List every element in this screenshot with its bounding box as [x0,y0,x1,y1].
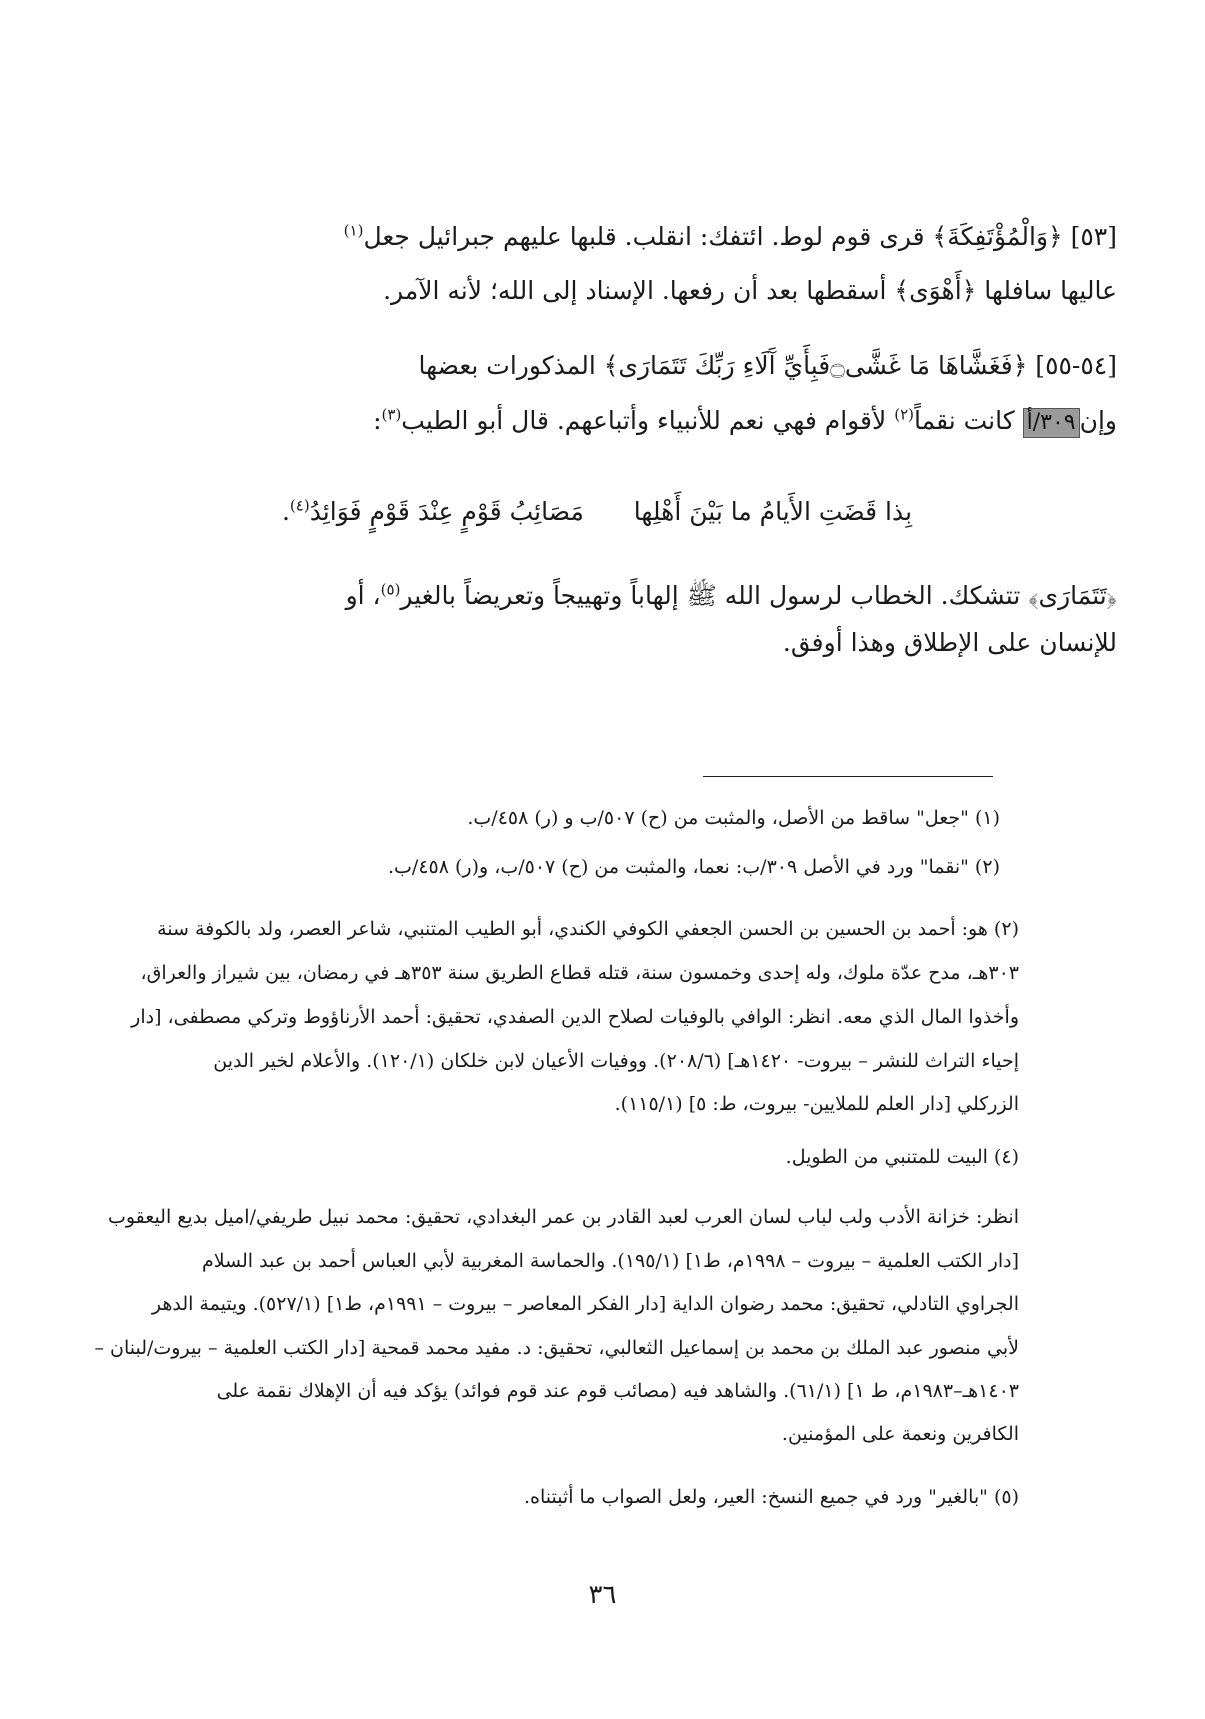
footnote-ref-1: (١) [343,221,364,240]
paragraph-53-text-2: عاليها سافلها ﴿أَهْوَى﴾ أسقطها بعد أن رفعها. الإسناد إلى الله؛ لأنه الآمر. [383,276,1117,305]
paragraph-tamara-line-1 [87,580,1117,617]
poetry-verse [167,497,1027,526]
footnote-3-line-2 [0,962,1019,984]
footnote-2-text: (٢) "نقما" ورد في الأصل ٣٠٩/ب: نعما، والمثبت من (ح) ٥٠٧/ب، و(ر) ٤٥٨/ب. [387,856,1000,878]
footnote-1 [110,807,1000,829]
paragraph-tamara-text-b: ، أو [345,581,381,610]
footnote-4b-text-5: ١٤٠٣هـ–١٩٨٣م، ط ١] (٦١/١). والشاهد فيه (مصائب قوم عند قوم فوائد) يؤكد فيه أن الإهلاك نقمة على [216,1380,1019,1402]
paragraph-54-text-a: وإن [1079,406,1117,435]
paragraph-54-text: [٥٤-٥٥] ﴿فَغَشَّاهَا مَا غَشَّى۝فَبِأَيِّ آَلَاءِ رَبِّكَ تَتَمَارَى﴾ المذكورات بعضها [418,351,1117,380]
page-number: ٣٦ [588,1580,617,1610]
paragraph-tamara-line-2 [87,628,1117,657]
manuscript-page-ref: ٣٠٩/أ [1023,408,1080,438]
paragraph-54-line-2 [87,406,1117,438]
footnote-3-line-5 [0,1093,1019,1115]
footnote-4b-text-4: لأبي منصور عبد الملك بن محمد بن إسماعيل الثعالبي، تحقيق: د. مفيد محمد قمحية [دار الكتب العلمية – بيروت/لبنان – [94,1337,1019,1359]
paragraph-54-text-d: : [373,406,382,435]
footnote-3-text-3: وأخذوا المال الذي معه. انظر: الوافي بالوفيات لصلاح الدين الصفدي، تحقيق: أحمد الأرناؤوط وتركي مصطفى، [دار [131,1006,1019,1028]
verse-hemistich-2: مَصَائِبُ قَوْمٍ عِنْدَ قَوْمٍ فَوَائِدُ [309,497,584,526]
footnote-3-line-4 [0,1050,1019,1072]
paragraph-tamara-text: ﴿تَتَمَارَى﴾ تتشكك. الخطاب لرسول الله ﷺ إلهاباً وتهييجاً وتعريضاً بالغير [400,581,1117,610]
footnote-3-text-5: الزركلي [دار العلم للملايين- بيروت، ط: ٥] (١١٥/١). [614,1093,1019,1115]
paragraph-54-line-1 [87,351,1117,380]
footnote-3-text-1: (٢) هو: أحمد بن الحسين بن الحسن الجعفي الكوفي الكندي، أبو الطيب المتنبي، شاعر العصر، ولد بالكوفة سنة [157,918,1019,940]
footnote-ref-3: (٣) [381,405,402,424]
footnote-4b-line-3 [0,1293,1019,1315]
footnote-3-text-4: إحياء التراث للنشر – بيروت- ١٤٢٠هـ] (٢٠٨/٦). ووفيات الأعيان لابن خلكان (١٢٠/١). والأعلام لخير الدين [213,1050,1019,1072]
footnote-4b-text-6: الكافرين ونعمة على المؤمنين. [781,1423,1019,1445]
footnote-separator [703,776,993,777]
footnote-4b-line-2 [0,1250,1019,1272]
paragraph-tamara-text-2: للإنسان على الإطلاق وهذا أوفق. [782,628,1117,657]
paragraph-53-line-1 [87,222,1117,251]
footnote-ref-2: (٢) [894,405,915,424]
footnote-ref-4: (٤) [289,496,310,515]
footnote-ref-5: (٥) [380,580,401,599]
paragraph-54-text-c: لأقوام فهي نعم للأنبياء وأتباعهم. قال أبو الطيب [401,406,887,435]
verse-end: . [281,497,290,526]
footnote-3-line-1 [0,918,1019,940]
paragraph-54-text-b: كانت نقماً [914,406,1015,435]
footnote-4b-line-1 [0,1206,1019,1228]
paragraph-53-line-2 [87,276,1117,305]
footnote-4-text: (٤) البيت للمتنبي من الطويل. [785,1146,1019,1168]
footnote-4 [0,1146,1019,1168]
footnote-4b-text-3: الجراوي التادلي، تحقيق: محمد رضوان الداية [دار الفكر المعاصر – بيروت – ١٩٩١م، ط١] (٥٢٧/١). ويتيمة الدهر [151,1293,1019,1315]
footnote-5-text: (٥) "بالغير" ورد في جميع النسخ: العير، ولعل الصواب ما أثبتناه. [523,1486,1019,1508]
footnote-4b-line-5 [0,1380,1019,1402]
footnote-3-text-2: ٣٠٣هـ، مدح عدّة ملوك، وله إحدى وخمسون سنة، قتله قطاع الطريق سنة ٣٥٣هـ في رمضان، بين شيراز والعراق، [140,962,1019,984]
verse-hemistich-1: بِذا قَضَتِ الأَيامُ ما بَيْنَ أَهْلِها [633,497,913,526]
footnote-5 [0,1486,1019,1508]
footnote-4b-line-4 [0,1337,1019,1359]
footnote-4b-line-6 [0,1423,1019,1445]
footnote-1-text: (١) "جعل" ساقط من الأصل، والمثبت من (ح) ٥٠٧/ب و (ر) ٤٥٨/ب. [467,807,1000,829]
footnote-3-line-3 [0,1006,1019,1028]
paragraph-53-text: [٥٣] ﴿وَالْمُؤْتَفِكَةَ﴾ قرى قوم لوط. ائتفك: انقلب. قلبها عليهم جبرائيل جعل [363,222,1117,251]
footnote-2 [110,856,1000,878]
footnote-4b-text-1: انظر: خزانة الأدب ولب لباب لسان العرب لعبد القادر بن عمر البغدادي، تحقيق: محمد نبيل طريفي/اميل بديع اليعقوب [107,1206,1019,1228]
footnote-4b-text-2: [دار الكتب العلمية – بيروت – ١٩٩٨م، ط١] (١٩٥/١). والحماسة المغربية لأبي العباس أحمد بن عبد السلام [201,1250,1019,1272]
